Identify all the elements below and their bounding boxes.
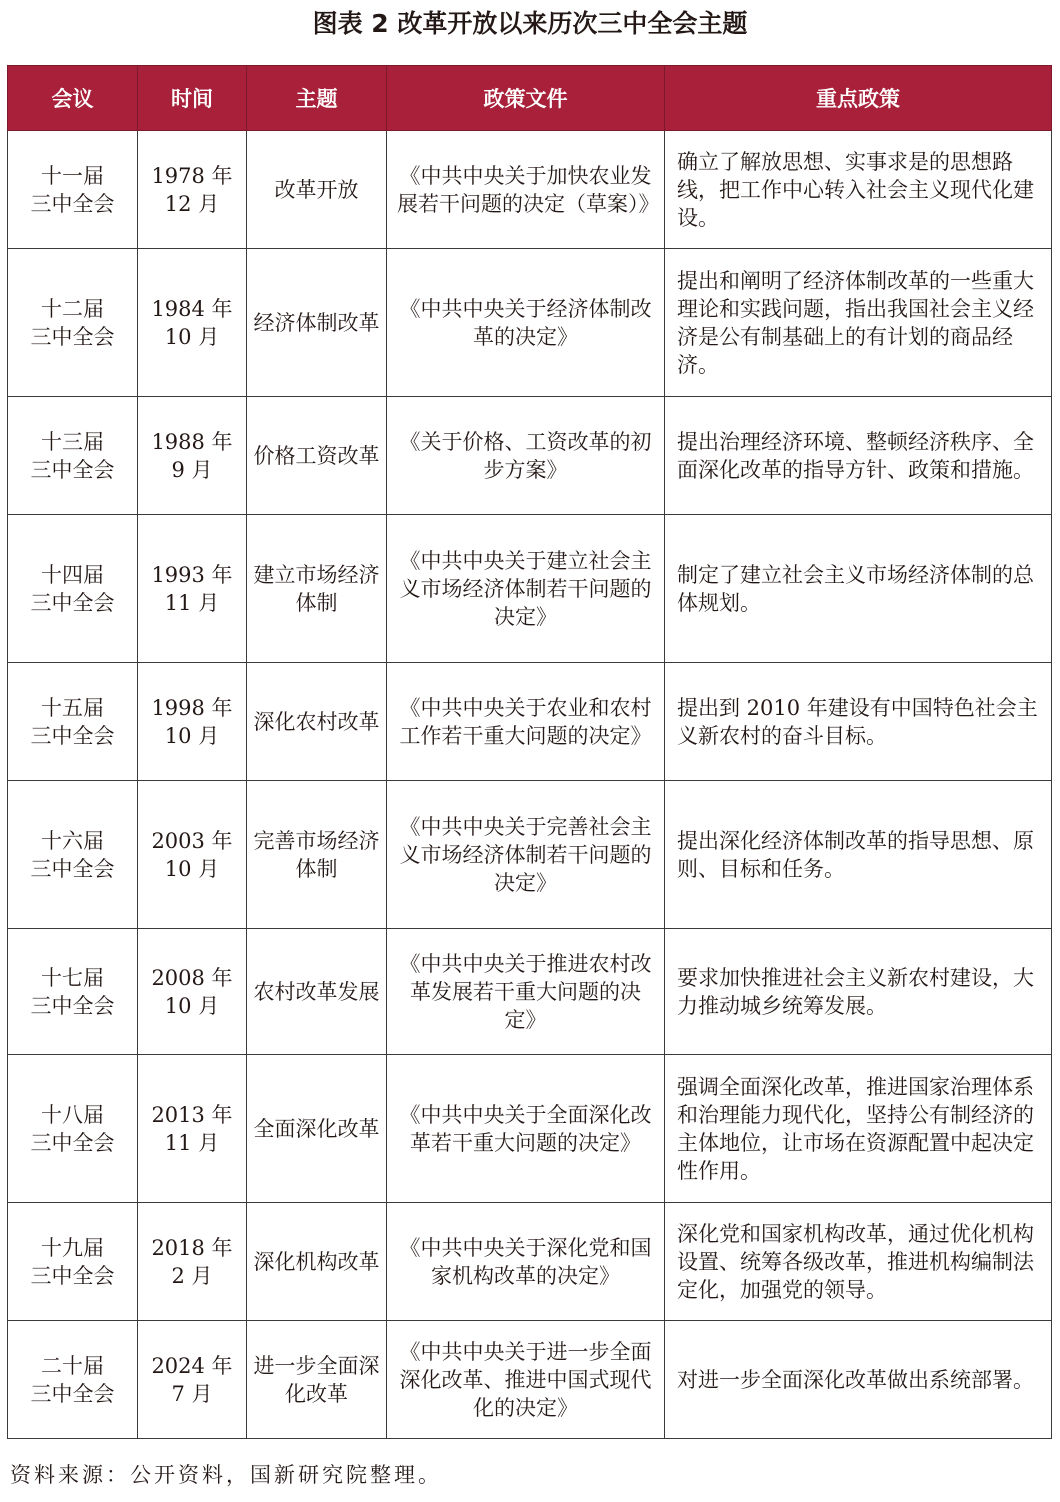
- time-year: 1988 年: [151, 429, 233, 454]
- meeting-line-2: 三中全会: [30, 723, 115, 748]
- time-year: 1998 年: [151, 695, 233, 720]
- time-year: 2018 年: [151, 1235, 233, 1260]
- time-cell: [138, 515, 247, 663]
- policy-text: 对进一步全面深化改革做出系统部署。: [677, 1367, 1034, 1392]
- time-year: 2008 年: [151, 965, 233, 990]
- table-body: [8, 131, 1052, 1439]
- time-month: 2 月: [171, 1263, 213, 1288]
- time-cell: [138, 781, 247, 929]
- table-row: [8, 1321, 1052, 1439]
- meeting-line-2: 三中全会: [30, 856, 115, 881]
- policy-cell: [665, 1055, 1052, 1203]
- policy-text: 要求加快推进社会主义新农村建设，大力推动城乡统筹发展。: [677, 965, 1034, 1018]
- theme-cell: [247, 663, 387, 781]
- meeting-line-1: 十四届: [41, 562, 104, 587]
- theme-cell: [247, 1321, 387, 1439]
- table-row: [8, 131, 1052, 249]
- header-time: 时间: [138, 66, 247, 131]
- document-text: 《中共中央关于完善社会主义市场经济体制若干问题的决定》: [399, 814, 652, 895]
- table-row: [8, 663, 1052, 781]
- theme-text: 建立市场经济体制: [253, 562, 380, 615]
- meeting-cell: [8, 397, 138, 515]
- time-cell: [138, 1055, 247, 1203]
- meeting-cell: [8, 1203, 138, 1321]
- meeting-line-1: 十八届: [41, 1102, 104, 1127]
- time-month: 10 月: [164, 324, 220, 349]
- time-month: 10 月: [164, 723, 220, 748]
- meeting-line-2: 三中全会: [30, 590, 115, 615]
- source-note: 资料来源：公开资料，国新研究院整理。: [10, 1463, 442, 1487]
- document-cell: [387, 1321, 665, 1439]
- time-year: 1984 年: [151, 296, 233, 321]
- header-meeting: 会议: [8, 66, 138, 131]
- document-text: 《中共中央关于农业和农村工作若干重大问题的决定》: [399, 695, 652, 748]
- policy-text: 提出深化经济体制改革的指导思想、原则、目标和任务。: [677, 828, 1034, 881]
- policy-text: 提出治理经济环境、整顿经济秩序、全面深化改革的指导方针、政策和措施。: [677, 429, 1034, 482]
- document-cell: [387, 1055, 665, 1203]
- meeting-line-2: 三中全会: [30, 457, 115, 482]
- policy-cell: [665, 131, 1052, 249]
- meeting-cell: [8, 515, 138, 663]
- table-row: [8, 1203, 1052, 1321]
- theme-cell: [247, 781, 387, 929]
- policy-text: 制定了建立社会主义市场经济体制的总体规划。: [677, 562, 1034, 615]
- table-row: [8, 515, 1052, 663]
- policy-cell: [665, 515, 1052, 663]
- time-cell: [138, 1203, 247, 1321]
- meeting-line-1: 十一届: [41, 163, 104, 188]
- time-cell: [138, 1321, 247, 1439]
- meeting-line-1: 二十届: [41, 1353, 104, 1378]
- header-document: 政策文件: [387, 66, 665, 131]
- document-text: 《中共中央关于进一步全面深化改革、推进中国式现代化的决定》: [399, 1339, 652, 1420]
- policy-cell: [665, 929, 1052, 1055]
- meeting-line-1: 十五届: [41, 695, 104, 720]
- time-month: 11 月: [164, 1130, 220, 1155]
- policy-text: 强调全面深化改革，推进国家治理体系和治理能力现代化，坚持公有制经济的主体地位，让市场在资源配置中起决定性作用。: [677, 1074, 1034, 1183]
- meeting-line-2: 三中全会: [30, 191, 115, 216]
- meeting-cell: [8, 663, 138, 781]
- meeting-cell: [8, 1055, 138, 1203]
- document-text: 《中共中央关于深化党和国家机构改革的决定》: [399, 1235, 652, 1288]
- theme-text: 价格工资改革: [253, 443, 380, 468]
- document-text: 《中共中央关于全面深化改革若干重大问题的决定》: [399, 1102, 652, 1155]
- theme-cell: [247, 1055, 387, 1203]
- meeting-cell: [8, 131, 138, 249]
- meeting-cell: [8, 1321, 138, 1439]
- meeting-line-1: 十三届: [41, 429, 104, 454]
- theme-text: 农村改革发展: [253, 979, 380, 1004]
- meeting-line-1: 十六届: [41, 828, 104, 853]
- policy-text: 提出到 2010 年建设有中国特色社会主义新农村的奋斗目标。: [677, 695, 1038, 748]
- theme-cell: [247, 249, 387, 397]
- document-text: 《中共中央关于加快农业发展若干问题的决定（草案）》: [397, 163, 660, 216]
- time-month: 7 月: [171, 1381, 213, 1406]
- policy-cell: [665, 781, 1052, 929]
- time-month: 9 月: [171, 457, 213, 482]
- policy-cell: [665, 663, 1052, 781]
- theme-cell: [247, 131, 387, 249]
- document-cell: [387, 781, 665, 929]
- document-cell: [387, 929, 665, 1055]
- time-year: 2013 年: [151, 1102, 233, 1127]
- time-month: 10 月: [164, 993, 220, 1018]
- plenary-sessions-table: [7, 65, 1052, 1439]
- time-year: 1993 年: [151, 562, 233, 587]
- time-year: 2003 年: [151, 828, 233, 853]
- time-year: 2024 年: [151, 1353, 233, 1378]
- time-cell: [138, 397, 247, 515]
- table-title: 图表 2 改革开放以来历次三中全会主题: [312, 9, 748, 38]
- theme-cell: [247, 397, 387, 515]
- theme-cell: [247, 929, 387, 1055]
- meeting-cell: [8, 929, 138, 1055]
- theme-cell: [247, 515, 387, 663]
- policy-text: 提出和阐明了经济体制改革的一些重大理论和实践问题，指出我国社会主义经济是公有制基础上的有计划的商品经济。: [677, 268, 1034, 377]
- meeting-line-1: 十九届: [41, 1235, 104, 1260]
- document-cell: [387, 663, 665, 781]
- table-row: [8, 781, 1052, 929]
- time-cell: [138, 131, 247, 249]
- theme-text: 深化机构改革: [253, 1249, 380, 1274]
- time-cell: [138, 663, 247, 781]
- policy-cell: [665, 1203, 1052, 1321]
- time-year: 1978 年: [151, 163, 233, 188]
- theme-text: 经济体制改革: [253, 310, 380, 335]
- table-row: [8, 1055, 1052, 1203]
- policy-cell: [665, 397, 1052, 515]
- time-cell: [138, 929, 247, 1055]
- policy-cell: [665, 1321, 1052, 1439]
- table-row: [8, 249, 1052, 397]
- theme-cell: [247, 1203, 387, 1321]
- document-cell: [387, 515, 665, 663]
- meeting-line-1: 十二届: [41, 296, 104, 321]
- document-text: 《中共中央关于建立社会主义市场经济体制若干问题的决定》: [399, 548, 652, 629]
- table-row: [8, 397, 1052, 515]
- theme-text: 进一步全面深化改革: [253, 1353, 380, 1406]
- policy-text: 深化党和国家机构改革，通过优化机构设置、统筹各级改革，推进机构编制法定化，加强党的领导。: [677, 1221, 1034, 1302]
- header-policy: 重点政策: [665, 66, 1052, 131]
- meeting-line-1: 十七届: [41, 965, 104, 990]
- time-month: 10 月: [164, 856, 220, 881]
- time-month: 12 月: [164, 191, 220, 216]
- meeting-line-2: 三中全会: [30, 993, 115, 1018]
- table-header-row: [8, 66, 1052, 131]
- theme-text: 改革开放: [274, 177, 359, 202]
- document-cell: [387, 1203, 665, 1321]
- meeting-line-2: 三中全会: [30, 324, 115, 349]
- theme-text: 完善市场经济体制: [253, 828, 380, 881]
- table-row: [8, 929, 1052, 1055]
- document-text: 《关于价格、工资改革的初步方案》: [399, 429, 652, 482]
- document-cell: [387, 131, 665, 249]
- document-cell: [387, 249, 665, 397]
- document-text: 《中共中央关于推进农村改革发展若干重大问题的决定》: [399, 951, 652, 1032]
- document-cell: [387, 397, 665, 515]
- theme-text: 全面深化改革: [253, 1116, 380, 1141]
- meeting-line-2: 三中全会: [30, 1130, 115, 1155]
- policy-cell: [665, 249, 1052, 397]
- meeting-cell: [8, 249, 138, 397]
- meeting-cell: [8, 781, 138, 929]
- header-theme: 主题: [247, 66, 387, 131]
- theme-text: 深化农村改革: [253, 709, 380, 734]
- meeting-line-2: 三中全会: [30, 1381, 115, 1406]
- policy-text: 确立了解放思想、实事求是的思想路线，把工作中心转入社会主义现代化建设。: [677, 149, 1034, 230]
- meeting-line-2: 三中全会: [30, 1263, 115, 1288]
- time-cell: [138, 249, 247, 397]
- document-text: 《中共中央关于经济体制改革的决定》: [399, 296, 652, 349]
- time-month: 11 月: [164, 590, 220, 615]
